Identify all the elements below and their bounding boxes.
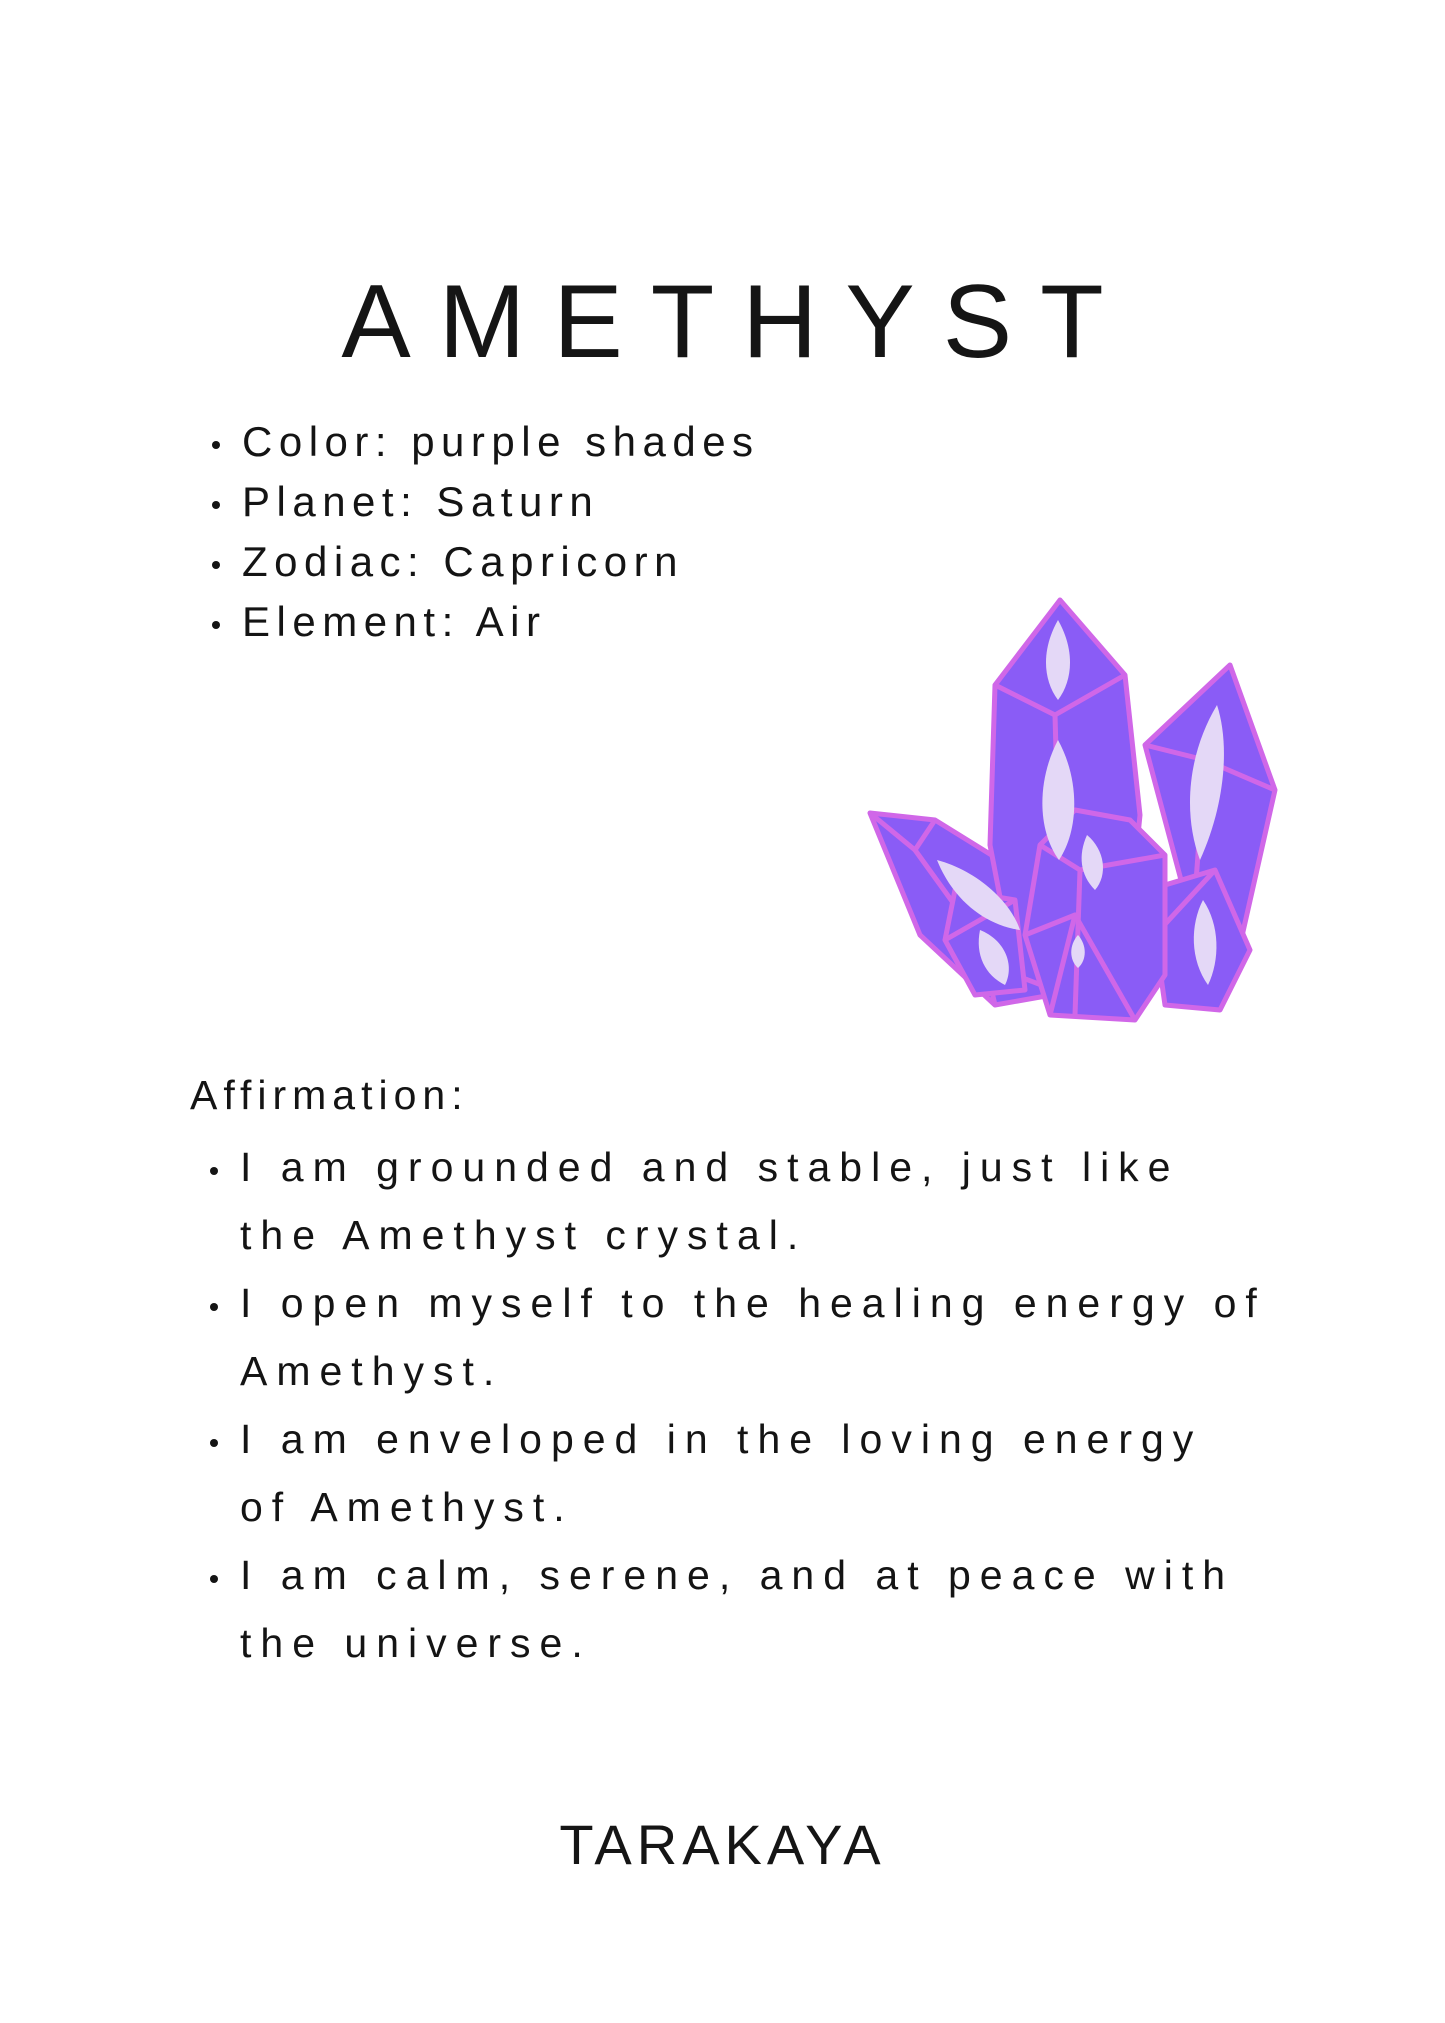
affirmation-item: I open myself to the healing energy of Amethyst. [210,1269,1270,1405]
property-planet: Planet: Saturn [212,472,760,532]
amethyst-crystal-icon [865,595,1285,1025]
property-zodiac: Zodiac: Capricorn [212,532,760,592]
affirmation-item: I am enveloped in the loving energy of Amethyst. [210,1405,1270,1541]
affirmation-heading: Affirmation: [190,1072,469,1118]
affirmation-item: I am calm, serene, and at peace with the universe. [210,1541,1270,1677]
properties-list [212,412,760,652]
property-color: Color: purple shades [212,412,760,472]
property-element: Element: Air [212,592,760,652]
brand-name: TARAKAYA [559,1813,886,1876]
affirmation-item: I am grounded and stable, just like the Amethyst crystal. [210,1133,1270,1269]
page-title: AMETHYST [341,263,1132,380]
affirmation-list [210,1133,1270,1677]
